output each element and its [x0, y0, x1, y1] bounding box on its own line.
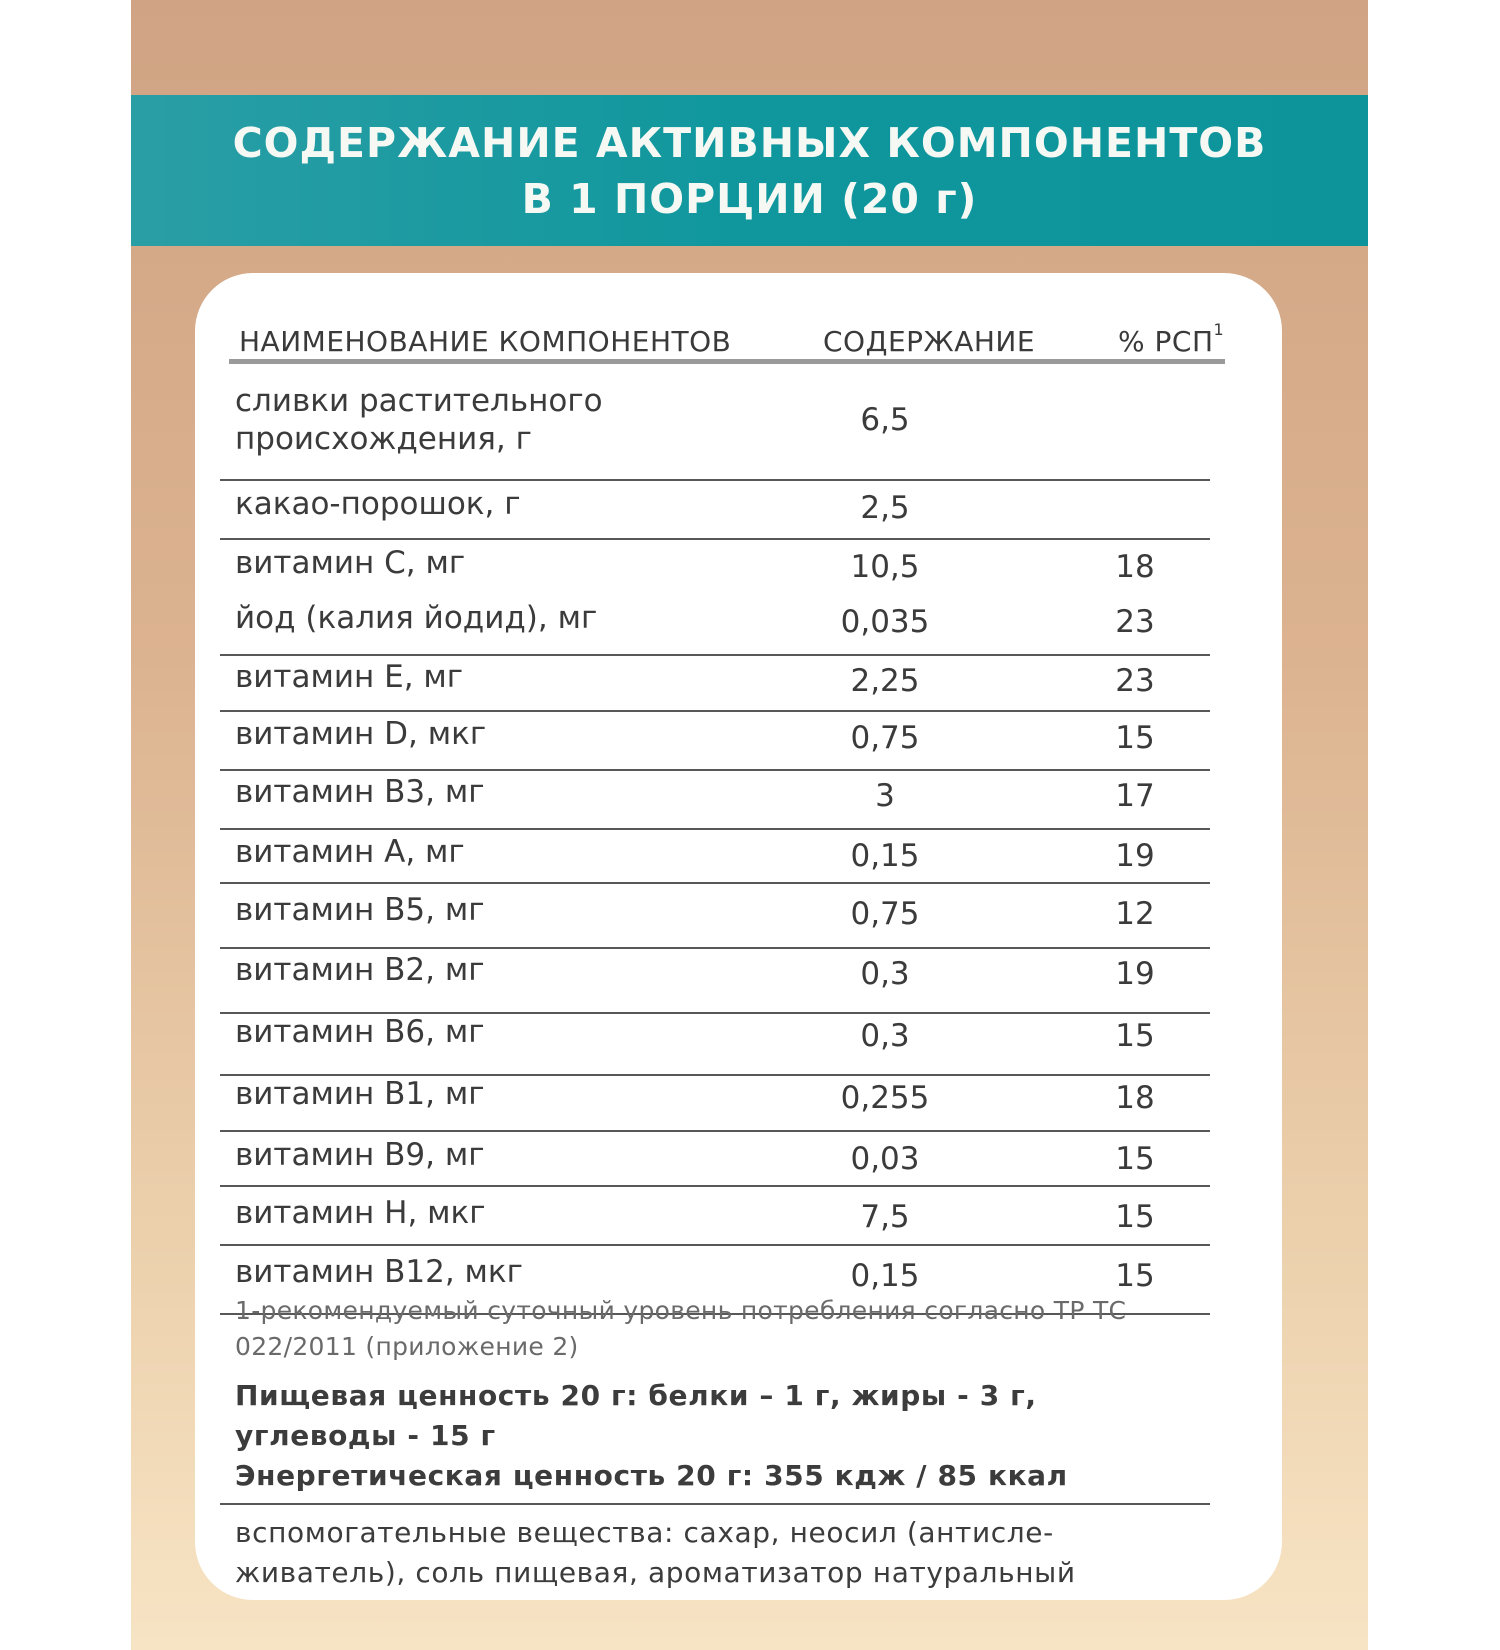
row-name: витамин В6, мг: [235, 1014, 485, 1050]
row-rsp: 18: [1115, 1080, 1155, 1116]
row-name: витамин В1, мг: [235, 1076, 485, 1112]
nutrition-info: [235, 1376, 1235, 1496]
row-rsp: 15: [1115, 1141, 1155, 1177]
table-row: [220, 656, 1210, 712]
header-rsp-label: % РСП: [1118, 325, 1214, 358]
row-rsp: 19: [1115, 956, 1155, 992]
row-value: 6,5: [860, 402, 910, 438]
components-table: [220, 372, 1210, 1315]
auxiliary-line-1: вспомогательные вещества: сахар, неосил (антисле-: [235, 1516, 1054, 1549]
row-name: сливки растительного: [235, 383, 603, 419]
row-value: 0,15: [850, 1258, 920, 1294]
table-row: [220, 372, 1210, 481]
table-row: [220, 771, 1210, 830]
header-rsp-footnote-mark: 1: [1213, 319, 1225, 339]
row-value: 0,75: [850, 720, 920, 756]
nutrition-line-1: Пищевая ценность 20 г: белки – 1 г, жиры - 3 г,: [235, 1379, 1037, 1412]
table-row: [220, 712, 1210, 771]
row-rsp: 19: [1115, 838, 1155, 874]
row-value: 0,3: [860, 956, 910, 992]
row-name: витамин В5, мг: [235, 892, 485, 928]
title-line-1: СОДЕРЖАНИЕ АКТИВНЫХ КОМПОНЕНТОВ: [232, 118, 1267, 167]
header-rsp: [1118, 319, 1225, 358]
table-row: [220, 884, 1210, 949]
row-rsp: 12: [1115, 896, 1155, 932]
header-content: СОДЕРЖАНИЕ: [823, 325, 1036, 358]
poster-background: [131, 0, 1368, 1650]
table-row: [220, 540, 1210, 597]
title-line-2: В 1 ПОРЦИИ (20 г): [521, 174, 978, 223]
row-name: витамин С, мг: [235, 545, 466, 581]
row-value: 0,255: [840, 1080, 930, 1116]
row-name: витамин В9, мг: [235, 1137, 485, 1173]
table-row: [220, 1132, 1210, 1187]
row-value: 0,03: [850, 1141, 920, 1177]
row-rsp: 15: [1115, 1199, 1155, 1235]
row-value: 10,5: [850, 549, 920, 585]
table-row: [220, 1014, 1210, 1076]
row-name-continued: происхождения, г: [235, 421, 532, 457]
row-name: витамин А, мг: [235, 834, 465, 870]
row-rsp: 15: [1115, 1018, 1155, 1054]
row-name: витамин D, мкг: [235, 716, 487, 752]
table-row: [220, 830, 1210, 884]
divider: [220, 1503, 1210, 1505]
row-name: витамин В2, мг: [235, 952, 485, 988]
table-header: [229, 295, 1225, 364]
auxiliary-line-2: живатель), соль пищевая, ароматизатор натуральный: [235, 1556, 1076, 1589]
table-row: [220, 1187, 1210, 1246]
row-value: 0,75: [850, 896, 920, 932]
row-rsp: 23: [1115, 604, 1155, 640]
row-value: 2,25: [850, 663, 920, 699]
nutrition-line-2: углеводы - 15 г: [235, 1419, 496, 1452]
row-rsp: 15: [1115, 1258, 1155, 1294]
row-name: витамин Н, мкг: [235, 1195, 486, 1231]
table-row: [220, 1076, 1210, 1132]
row-name: какао-порошок, г: [235, 486, 521, 522]
header-name: НАИМЕНОВАНИЕ КОМПОНЕНТОВ: [239, 325, 732, 358]
table-row: [220, 597, 1210, 656]
row-value: 0,15: [850, 838, 920, 874]
energy-value-line: Энергетическая ценность 20 г: 355 кдж / 85 ккал: [235, 1459, 1068, 1492]
row-name: витамин Е, мг: [235, 659, 464, 695]
table-row: [220, 481, 1210, 540]
table-row: [220, 949, 1210, 1014]
row-rsp: 23: [1115, 663, 1155, 699]
row-value: 3: [875, 778, 895, 814]
row-value: 2,5: [860, 490, 910, 526]
title-banner: [131, 95, 1368, 246]
row-rsp: 18: [1115, 549, 1155, 585]
row-name: витамин В12, мкг: [235, 1254, 523, 1290]
footnote-line-1: 1-рекомендуемый суточный уровень потребления согласно ТР ТС: [235, 1296, 1127, 1325]
row-rsp: 17: [1115, 778, 1155, 814]
auxiliary-substances: [235, 1513, 1255, 1593]
components-card: [195, 273, 1282, 1600]
footnote-line-2: 022/2011 (приложение 2): [235, 1332, 579, 1361]
row-value: 0,035: [840, 604, 930, 640]
row-value: 7,5: [860, 1199, 910, 1235]
row-rsp: 15: [1115, 720, 1155, 756]
row-value: 0,3: [860, 1018, 910, 1054]
footnote: [235, 1293, 1235, 1365]
row-name: витамин В3, мг: [235, 774, 485, 810]
row-name: йод (калия йодид), мг: [235, 600, 598, 636]
